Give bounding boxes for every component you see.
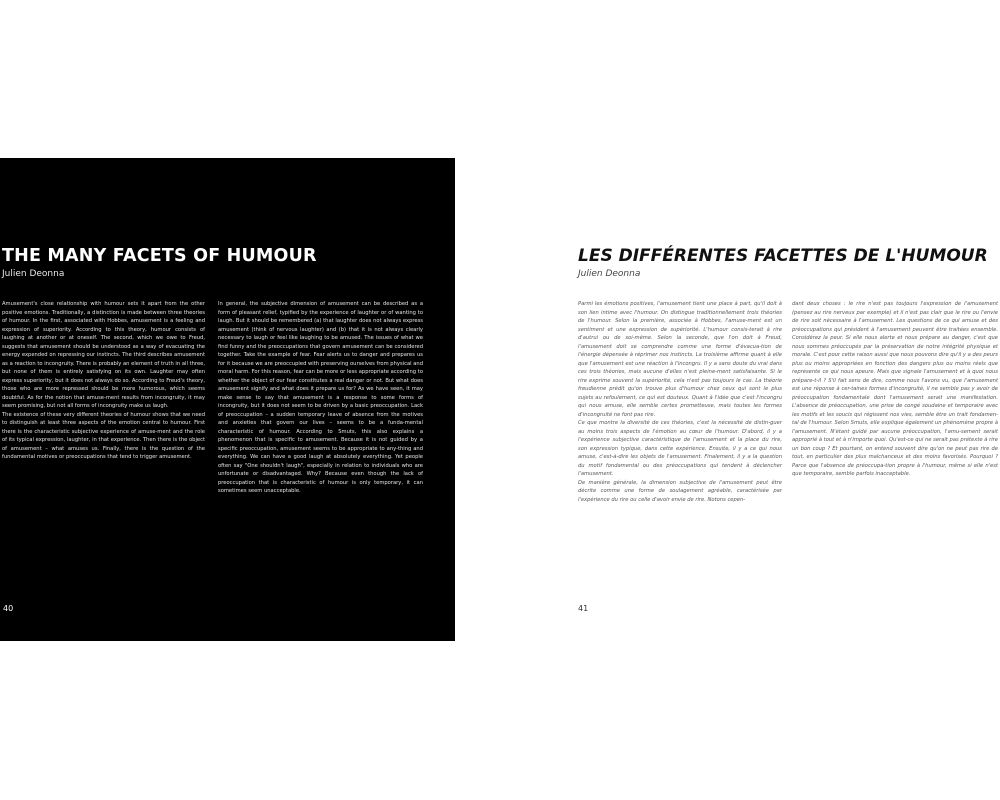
author-name-english: Julien Deonna [2,269,65,279]
page-number-right: 41 [578,604,589,613]
author-name-french: Julien Deonna [578,269,641,279]
page-title-french: LES DIFFÉRENTES FACETTES DE L'HUMOUR [578,246,988,266]
paragraph: dant deux choses : le rire n'est pas toujours l'expression de l'amusement (pensez au rire nerveux par exemple) et il n'est pas clair que le rire ou l'envie de rire soit nécessaire à l'amusement. Les questions de ce qui amuse et des préoccupations qui président à l'amusement peuvent être traitées ensemble. Considérez la peur. Si elle nous alerte et nous prépare au danger, c'est que nous sommes préoccupés par la préservation de notre intégrité physique et morale. C'est pour cette raison aussi que nous pouvons dire qu'il y a des peurs plus ou moins appropriées en fonction des dangers plus ou moins réels que représente ce qui nous apeure. Mais que signale l'amusement et à quoi nous prépare-t-il ? S'il fait sens de dire, comme nous l'avons vu, que l'amusement est une réponse à cer-taines formes d'incongruité, il ne semble pas y avoir de préoccupation fondamentale dont l'amusement serait une manifestation. L'absence de préoccupation, une prise de congé soudaine et temporaire avec les motifs et les soucis qui régissent nos vies, semble être un trait fondamen-tal de l'humour. Selon Smuts, elle explique également un phénomène propre à l'amusement. N'étant guidé par aucune préoccupation, l'amu-sement serait approprié à tout et à n'importe quoi. Qu'est-ce qui ne serait pas prétexte à rire un bon coup ? Et pourtant, on entend souvent dire qu'on ne peut pas rire de tout, en particulier des plus malchanceux et des moins favorisés. Pourquoi ? Parce que l'absence de préoccupa-tion propre à l'humour, même si elle n'est que temporaire, semble parfois inacceptable. [792,301,998,477]
right-page-french [560,158,1000,641]
body-column-french-2 [792,300,998,479]
paragraph: Ce que montre la diversité de ces théories, c'est la nécessité de distin-guer au moins trois aspects de l'émotion au cœur de l'humour. D'abord, il y a l'expérience subjective caractéristique de l'amusement et la place du rire, son expression typique, dans cette expérience. Ensuite, il y a ce qui nous amuse, c'est-à-dire les objets de l'amusement. Finalement, il y a la question du motif fondamental ou des préoccupations qui tendent à déclencher l'amusement. [578,420,782,477]
body-column-english-1 [2,300,205,462]
paragraph: Amusement's close relationship with humour sets it apart from the other positive emotions. Traditionally, a distinction is made between three theories of humour. In the first, associated with Hobbes, amusement is a feeling and expression of superiority. According to this theory, humour consists of laughing at another or at oneself. The second, which we owe to Freud, suggests that amusement should be understood as a way of evacuating the energy expended on repressing our instincts. The third describes amusement as a reaction to incongruity. There is probably an element of truth in all three, but none of them is entirely satisfying on its own. Laughter may often express superiority, but it does not always do so. According to Freud's theory, those who are more repressed should be more humorous, which seems doubtful. As for the notion that amuse-ment results from incongruity, it may seem promising, but not all forms of incongruity make us laugh. [2,301,205,409]
left-page-english [0,158,455,641]
page-title-english: THE MANY FACETS OF HUMOUR [2,246,317,266]
body-column-english-2 [218,300,423,496]
paragraph: De manière générale, la dimension subjective de l'amusement peut être décrite comme une forme de soulagement agréable, caractérisée par l'expérience du rire ou celle d'avoir envie de rire. Notons cepen- [578,479,782,503]
body-column-french-1 [578,300,782,504]
page-number-left: 40 [3,604,14,613]
paragraph: The existence of these very different theories of humour shows that we need to distinguish at least three aspects of the emotion central to humour. First there is the characteristic subjective experience of amuse-ment and the role of its typical expression, laughter, in that experience. Then there is the object of amusement – what amuses us. Finally, there is the question of the fundamental motives or preoccupations that tend to trigger amusement. [2,411,205,460]
paragraph: In general, the subjective dimension of amusement can be described as a form of pleasant relief, typified by the experience of laughter or of wanting to laugh. But it should be remembered (a) that laughter does not always express amusement (think of nervous laughter) and (b) that it is not always clearly necessary to laugh or feel like laughing to be amused. The issues of what we find funny and the preoccupations that govern amusement can be considered together. Take the example of fear. Fear alerts us to danger and prepares us for it because we are preoccupied with preserving ourselves from physical and moral harm. For this reason, fear can be more or less appropriate according to whether the object of our fear constitutes a real danger or not. But what does amusement signify and what does it prepare us for? As we have seen, it may make sense to say that amusement is a response to some forms of incongruity, but it does not seem to be driven by a basic preoccupation. Lack of preoccupation – a sudden temporary leave of absence from the motives and anxieties that govern our lives – seems to be a funda-mental characteristic of humour. According to Smuts, this also explains a phenomenon that is specific to amusement. Because it is not guided by a specific preoccupation, amusement seems to be appropriate to any-thing and everything. We can have a good laugh at absolutely everything. Yet people often say "One shouldn't laugh", especially in relation to individuals who are unfortunate or disadvantaged. Why? Because even though the lack of preoccupation that is characteristic of humour is only temporary, it can sometimes seem unacceptable. [218,301,423,494]
paragraph: Parmi les émotions positives, l'amusement tient une place à part, qu'il doit à son lien intime avec l'humour. On distingue traditionnellement trois théories de l'humour. Selon la première, associée à Hobbes, l'amuse-ment est un sentiment et une expression de supériorité. L'humour consis-terait à rire d'autrui ou de soi-même. Selon la seconde, que l'on doit à Freud, l'amusement doit se comprendre comme une forme d'évacua-tion de l'énergie dépensée à réprimer nos instincts. La troisième affirme quant à elle que l'amusement est une réaction à l'incongru. Il y a sans doute du vrai dans ces trois théories, mais aucune d'elles n'est pleine-ment satisfaisante. Si le rire exprime souvent la supériorité, cela n'est pas toujours le cas. La théorie freudienne prédit qu'on trouve plus d'humour chez ceux qui sont le plus sujets au refoulement, ce qui est douteux. Quant à l'idée que c'est l'incongru qui nous amuse, elle semble certes prometteuse, mais toutes les formes d'incongruité ne font pas rire. [578,301,782,418]
